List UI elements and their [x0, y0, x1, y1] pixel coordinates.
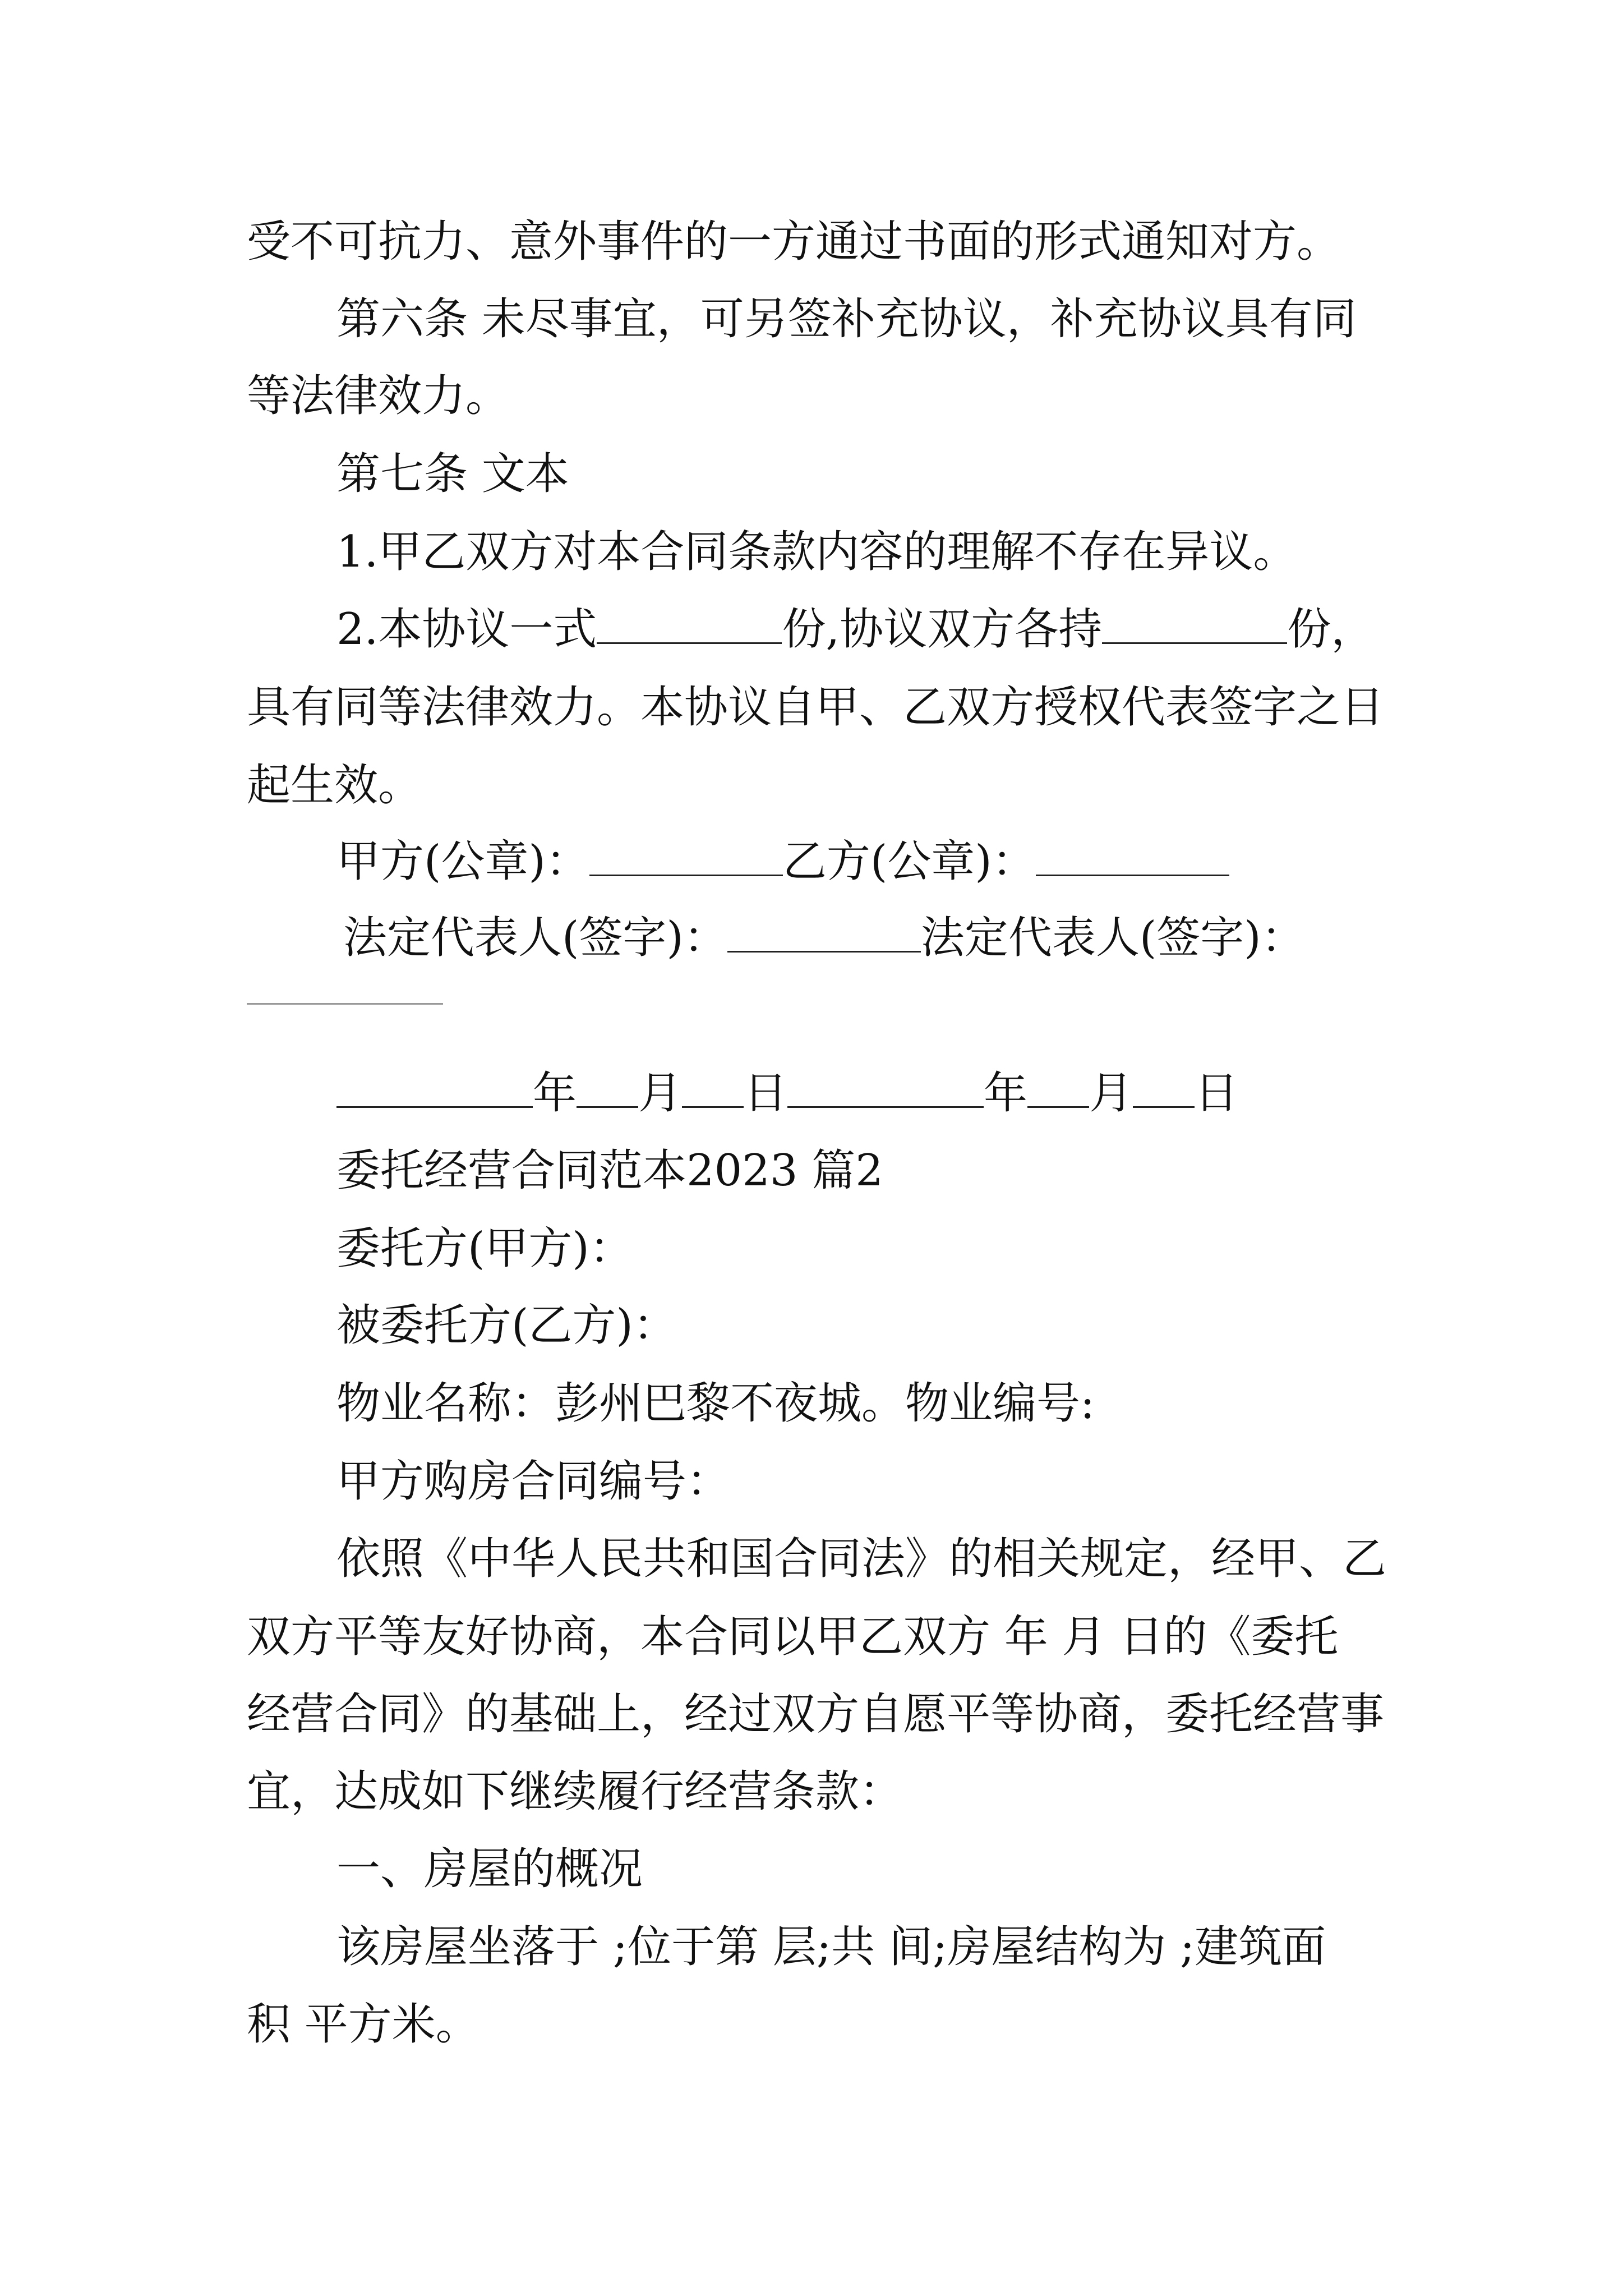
blank-line — [577, 1071, 638, 1108]
blank-line — [589, 840, 783, 876]
text: 第七条 文本 — [336, 449, 569, 499]
clause-2-line-2 — [247, 682, 1391, 733]
text: 经营合同》的基础上，经过双方自愿平等协商，委托经营事 — [247, 1689, 1385, 1740]
text: 甲方购房合同编号： — [336, 1456, 731, 1507]
blank-line — [1102, 608, 1287, 644]
party-b-line — [336, 1300, 1391, 1351]
party-a-line — [336, 1223, 1391, 1274]
blank-line — [1133, 1071, 1195, 1108]
clause-1 — [336, 527, 1391, 577]
preamble-line-2 — [247, 1612, 1391, 1662]
text: 具有同等法律效力。本协议自甲、乙双方授权代表签字之日 — [247, 682, 1385, 733]
article-6-line-1 — [336, 294, 1391, 344]
property-desc-line-1 — [336, 1922, 1391, 1972]
text: 委托经营合同范本2023 篇2 — [336, 1145, 883, 1196]
contract-number-line — [336, 1456, 1391, 1507]
text: 受不可抗力、意外事件的一方通过书面的形式通知对方。 — [247, 217, 1341, 267]
preamble-line-3 — [247, 1689, 1391, 1740]
text: 等法律效力。 — [247, 371, 510, 421]
text: 份， — [1287, 604, 1375, 655]
text: 该房屋坐落于 ;位于第 层;共 间;房屋结构为 ;建筑面 — [336, 1922, 1326, 1972]
text: 双方平等友好协商，本合同以甲乙双方 年 月 日的《委托 — [247, 1612, 1339, 1662]
seal-line — [336, 836, 1391, 887]
blank-line — [247, 1003, 443, 1005]
article-7-heading — [336, 449, 1391, 499]
month-label: 月 — [1089, 1068, 1133, 1119]
text: 起生效。 — [247, 760, 422, 811]
text: 依照《中华人民共和国合同法》的相关规定，经甲、乙 — [336, 1534, 1387, 1584]
clause-2-line-1 — [336, 604, 1391, 655]
blank-line — [682, 1071, 744, 1108]
blank-line — [1027, 1071, 1089, 1108]
paragraph-line — [247, 217, 1391, 267]
signature-line — [343, 913, 1391, 963]
party-b-seal-label: 乙方(公章)： — [782, 836, 1036, 887]
text: 份,协议双方各持 — [782, 604, 1103, 655]
blank-line — [787, 1071, 984, 1108]
text: 1.甲乙双方对本合同条款内容的理解不存在异议。 — [336, 527, 1297, 577]
section-title — [336, 1145, 1391, 1196]
text: 一、房屋的概况 — [336, 1844, 643, 1894]
blank-line — [336, 1071, 533, 1108]
party-a-rep-label: 法定代表人(签字)： — [343, 913, 727, 963]
blank-line — [727, 916, 921, 953]
blank-line — [597, 608, 782, 644]
party-a-seal-label: 甲方(公章)： — [336, 836, 589, 887]
party-b-rep-label: 法定代表人(签字)： — [920, 913, 1305, 963]
article-6-line-2 — [247, 371, 1391, 421]
clause-2-line-3 — [247, 760, 1391, 811]
preamble-line-1 — [336, 1534, 1391, 1584]
date-line — [336, 1068, 1391, 1119]
text: 委托方(甲方)： — [336, 1223, 633, 1274]
property-desc-line-2 — [247, 1999, 1391, 2050]
day-label: 日 — [744, 1068, 788, 1119]
text: 被委托方(乙方)： — [336, 1300, 677, 1351]
day-label: 日 — [1195, 1068, 1239, 1119]
year-label: 年 — [533, 1068, 577, 1119]
preamble-line-4 — [247, 1766, 1391, 1817]
year-label: 年 — [984, 1068, 1028, 1119]
text: 积 平方米。 — [247, 1999, 479, 2050]
blank-line — [1036, 840, 1229, 876]
text: 物业名称：彭州巴黎不夜城。物业编号: — [336, 1378, 1095, 1429]
text: 第六条 未尽事宜，可另签补充协议，补充协议具有同 — [336, 294, 1357, 344]
text: 2.本协议一式 — [336, 604, 597, 655]
property-name-line — [336, 1378, 1391, 1429]
section-heading — [336, 1844, 1391, 1894]
month-label: 月 — [638, 1068, 683, 1119]
text: 宜，达成如下继续履行经营条款： — [247, 1766, 903, 1817]
